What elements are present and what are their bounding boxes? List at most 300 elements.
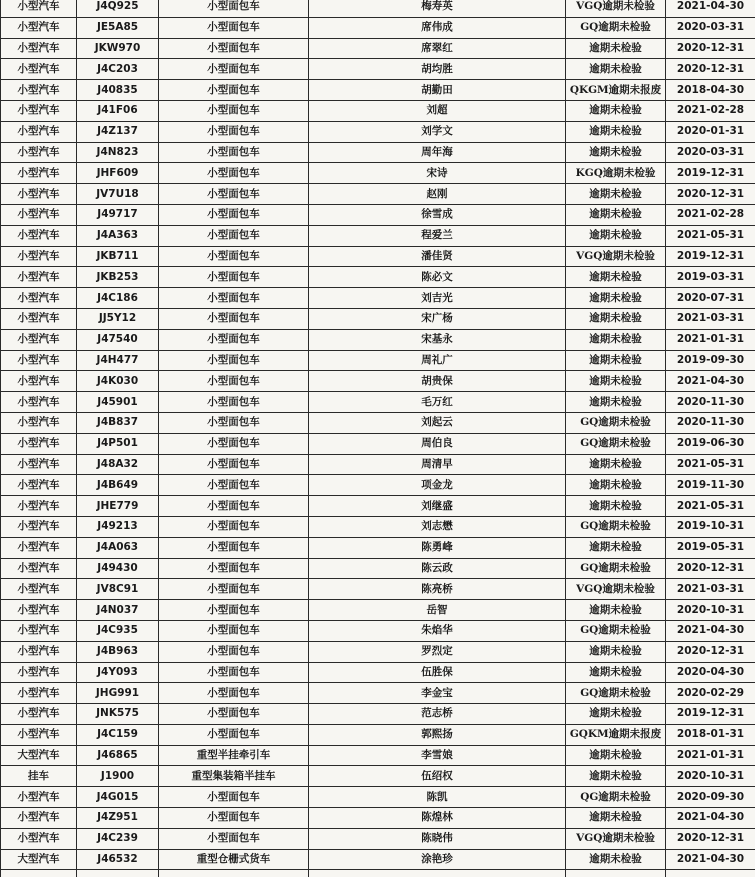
vehicle-model-cell: 小型面包车 xyxy=(159,683,309,704)
status-cell: 逾期未检验 xyxy=(566,496,666,517)
owner-name-cell: 周年海 xyxy=(309,142,566,163)
plate-number-cell: J45901 xyxy=(77,392,159,413)
status-cell: 逾期未检验 xyxy=(566,537,666,558)
status-cell: GQ逾期未检验 xyxy=(566,620,666,641)
vehicle-type-cell: 小型汽车 xyxy=(1,225,77,246)
plate-number-cell: JHF609 xyxy=(77,163,159,184)
table-row xyxy=(1,163,755,184)
deadline-date-cell: 2021-04-30 xyxy=(666,849,755,870)
table-row xyxy=(1,683,755,704)
deadline-date-cell: 2021-04-30 xyxy=(666,371,755,392)
owner-name-cell: 陈凯 xyxy=(309,787,566,808)
status-cell: 逾期未检验 xyxy=(566,745,666,766)
table-row xyxy=(1,371,755,392)
owner-name-cell: 徐雪成 xyxy=(309,204,566,225)
vehicle-type-cell: 小型汽车 xyxy=(1,496,77,517)
owner-name-cell: 刘志懋 xyxy=(309,516,566,537)
owner-name-cell: 胡均胜 xyxy=(309,59,566,80)
owner-name-cell: 宋广杨 xyxy=(309,308,566,329)
vehicle-model-cell: 小型面包车 xyxy=(159,516,309,537)
plate-number-cell: J4B963 xyxy=(77,641,159,662)
table-row xyxy=(1,17,755,38)
status-cell: 逾期未检验 xyxy=(566,100,666,121)
owner-name-cell: 陈必文 xyxy=(309,267,566,288)
plate-number-cell: J4K030 xyxy=(77,371,159,392)
plate-number-cell: J46532 xyxy=(77,849,159,870)
plate-number-cell: J4H477 xyxy=(77,350,159,371)
plate-number-cell: J40835 xyxy=(77,80,159,101)
vehicle-type-cell: 小型汽车 xyxy=(1,683,77,704)
status-cell: 逾期未检验 xyxy=(566,475,666,496)
table-row xyxy=(1,38,755,59)
table-row-partial xyxy=(1,870,755,877)
deadline-date-cell: 2020-11-30 xyxy=(666,412,755,433)
deadline-date-cell: 2020-12-31 xyxy=(666,641,755,662)
deadline-date-cell: 2020-12-31 xyxy=(666,558,755,579)
vehicle-model-cell: 小型面包车 xyxy=(159,641,309,662)
plate-number-cell: JV7U18 xyxy=(77,184,159,205)
empty-cell xyxy=(159,870,309,877)
vehicle-type-cell: 小型汽车 xyxy=(1,433,77,454)
deadline-date-cell: 2020-03-31 xyxy=(666,17,755,38)
table-row xyxy=(1,662,755,683)
owner-name-cell: 伍胜保 xyxy=(309,662,566,683)
status-cell: 逾期未检验 xyxy=(566,641,666,662)
vehicle-type-cell: 小型汽车 xyxy=(1,620,77,641)
owner-name-cell: 朱焰华 xyxy=(309,620,566,641)
plate-number-cell: J4C159 xyxy=(77,724,159,745)
vehicle-model-cell: 小型面包车 xyxy=(159,600,309,621)
owner-name-cell: 陈云政 xyxy=(309,558,566,579)
deadline-date-cell: 2021-03-31 xyxy=(666,579,755,600)
vehicle-type-cell: 小型汽车 xyxy=(1,329,77,350)
status-cell: VGQ逾期未检验 xyxy=(566,0,666,17)
vehicle-type-cell: 小型汽车 xyxy=(1,454,77,475)
plate-number-cell: JJ5Y12 xyxy=(77,308,159,329)
status-cell: 逾期未检验 xyxy=(566,766,666,787)
empty-cell xyxy=(566,870,666,877)
vehicle-type-cell: 小型汽车 xyxy=(1,808,77,829)
deadline-date-cell: 2019-03-31 xyxy=(666,267,755,288)
vehicle-type-cell: 小型汽车 xyxy=(1,412,77,433)
deadline-date-cell: 2019-12-31 xyxy=(666,246,755,267)
status-cell: 逾期未检验 xyxy=(566,704,666,725)
vehicle-model-cell: 小型面包车 xyxy=(159,704,309,725)
vehicle-model-cell: 小型面包车 xyxy=(159,225,309,246)
plate-number-cell: JKB253 xyxy=(77,267,159,288)
deadline-date-cell: 2020-12-31 xyxy=(666,184,755,205)
vehicle-model-cell: 重型仓栅式货车 xyxy=(159,849,309,870)
owner-name-cell: 宋基永 xyxy=(309,329,566,350)
vehicle-type-cell: 小型汽车 xyxy=(1,0,77,17)
vehicle-model-cell: 小型面包车 xyxy=(159,579,309,600)
plate-number-cell: J48A32 xyxy=(77,454,159,475)
table-row xyxy=(1,496,755,517)
plate-number-cell: J4Q925 xyxy=(77,0,159,17)
status-cell: 逾期未检验 xyxy=(566,142,666,163)
vehicle-type-cell: 小型汽车 xyxy=(1,204,77,225)
owner-name-cell: 刘学文 xyxy=(309,121,566,142)
owner-name-cell: 郭熙扬 xyxy=(309,724,566,745)
plate-number-cell: J49213 xyxy=(77,516,159,537)
plate-number-cell: JKB711 xyxy=(77,246,159,267)
plate-number-cell: J4B837 xyxy=(77,412,159,433)
vehicle-type-cell: 小型汽车 xyxy=(1,579,77,600)
plate-number-cell: J4C935 xyxy=(77,620,159,641)
table-row xyxy=(1,59,755,80)
vehicle-model-cell: 小型面包车 xyxy=(159,80,309,101)
vehicle-model-cell: 小型面包车 xyxy=(159,537,309,558)
table-row xyxy=(1,184,755,205)
owner-name-cell: 周清早 xyxy=(309,454,566,475)
status-cell: 逾期未检验 xyxy=(566,350,666,371)
plate-number-cell: J4N823 xyxy=(77,142,159,163)
deadline-date-cell: 2020-09-30 xyxy=(666,787,755,808)
status-cell: 逾期未检验 xyxy=(566,662,666,683)
owner-name-cell: 陈晓伟 xyxy=(309,828,566,849)
table-row xyxy=(1,724,755,745)
table-row xyxy=(1,828,755,849)
owner-name-cell: 刘超 xyxy=(309,100,566,121)
deadline-date-cell: 2019-11-30 xyxy=(666,475,755,496)
vehicle-model-cell: 小型面包车 xyxy=(159,204,309,225)
table-row xyxy=(1,745,755,766)
table-row xyxy=(1,308,755,329)
vehicle-model-cell: 重型集装箱半挂车 xyxy=(159,766,309,787)
plate-number-cell: J4P501 xyxy=(77,433,159,454)
deadline-date-cell: 2020-12-31 xyxy=(666,828,755,849)
table-row xyxy=(1,454,755,475)
owner-name-cell: 陈亮桥 xyxy=(309,579,566,600)
vehicle-type-cell: 小型汽车 xyxy=(1,142,77,163)
vehicle-type-cell: 小型汽车 xyxy=(1,288,77,309)
owner-name-cell: 陈勇峰 xyxy=(309,537,566,558)
vehicle-model-cell: 小型面包车 xyxy=(159,246,309,267)
deadline-date-cell: 2019-09-30 xyxy=(666,350,755,371)
deadline-date-cell: 2020-01-31 xyxy=(666,121,755,142)
vehicle-type-cell: 小型汽车 xyxy=(1,163,77,184)
plate-number-cell: J4C203 xyxy=(77,59,159,80)
deadline-date-cell: 2019-12-31 xyxy=(666,704,755,725)
deadline-date-cell: 2021-05-31 xyxy=(666,454,755,475)
owner-name-cell: 赵刚 xyxy=(309,184,566,205)
status-cell: VGQ逾期未检验 xyxy=(566,828,666,849)
owner-name-cell: 胡勤田 xyxy=(309,80,566,101)
status-cell: 逾期未检验 xyxy=(566,808,666,829)
deadline-date-cell: 2021-04-30 xyxy=(666,620,755,641)
owner-name-cell: 罗烈定 xyxy=(309,641,566,662)
deadline-date-cell: 2021-01-31 xyxy=(666,745,755,766)
plate-number-cell: J4A363 xyxy=(77,225,159,246)
deadline-date-cell: 2021-01-31 xyxy=(666,329,755,350)
vehicle-model-cell: 小型面包车 xyxy=(159,308,309,329)
vehicle-type-cell: 小型汽车 xyxy=(1,704,77,725)
status-cell: 逾期未检验 xyxy=(566,121,666,142)
table-row xyxy=(1,267,755,288)
table-row xyxy=(1,329,755,350)
empty-cell xyxy=(1,870,77,877)
status-cell: 逾期未检验 xyxy=(566,225,666,246)
plate-number-cell: JV8C91 xyxy=(77,579,159,600)
table-row xyxy=(1,246,755,267)
owner-name-cell: 项金龙 xyxy=(309,475,566,496)
owner-name-cell: 刘继盛 xyxy=(309,496,566,517)
plate-number-cell: J47540 xyxy=(77,329,159,350)
table-row xyxy=(1,766,755,787)
vehicle-model-cell: 小型面包车 xyxy=(159,828,309,849)
vehicle-type-cell: 小型汽车 xyxy=(1,828,77,849)
deadline-date-cell: 2020-12-31 xyxy=(666,38,755,59)
status-cell: QKGM逾期未报废 xyxy=(566,80,666,101)
vehicle-model-cell: 小型面包车 xyxy=(159,620,309,641)
vehicle-type-cell: 小型汽车 xyxy=(1,59,77,80)
vehicle-model-cell: 小型面包车 xyxy=(159,163,309,184)
vehicle-type-cell: 挂车 xyxy=(1,766,77,787)
table-row xyxy=(1,600,755,621)
table-row xyxy=(1,412,755,433)
vehicle-model-cell: 小型面包车 xyxy=(159,392,309,413)
plate-number-cell: JNK575 xyxy=(77,704,159,725)
deadline-date-cell: 2018-04-30 xyxy=(666,80,755,101)
vehicle-model-cell: 小型面包车 xyxy=(159,59,309,80)
vehicle-type-cell: 小型汽车 xyxy=(1,600,77,621)
plate-number-cell: J1900 xyxy=(77,766,159,787)
vehicle-model-cell: 小型面包车 xyxy=(159,121,309,142)
status-cell: 逾期未检验 xyxy=(566,454,666,475)
vehicle-type-cell: 小型汽车 xyxy=(1,662,77,683)
status-cell: 逾期未检验 xyxy=(566,371,666,392)
vehicle-model-cell: 小型面包车 xyxy=(159,433,309,454)
status-cell: QG逾期未检验 xyxy=(566,787,666,808)
vehicle-model-cell: 小型面包车 xyxy=(159,100,309,121)
table-row xyxy=(1,392,755,413)
owner-name-cell: 范志桥 xyxy=(309,704,566,725)
owner-name-cell: 程爱兰 xyxy=(309,225,566,246)
table-row xyxy=(1,0,755,17)
table-row xyxy=(1,433,755,454)
plate-number-cell: J4C239 xyxy=(77,828,159,849)
deadline-date-cell: 2021-04-30 xyxy=(666,808,755,829)
table-row xyxy=(1,641,755,662)
table-row xyxy=(1,558,755,579)
vehicle-type-cell: 小型汽车 xyxy=(1,17,77,38)
deadline-date-cell: 2021-05-31 xyxy=(666,496,755,517)
vehicle-model-cell: 小型面包车 xyxy=(159,496,309,517)
owner-name-cell: 李金宝 xyxy=(309,683,566,704)
deadline-date-cell: 2020-03-31 xyxy=(666,142,755,163)
vehicle-model-cell: 小型面包车 xyxy=(159,184,309,205)
status-cell: 逾期未检验 xyxy=(566,392,666,413)
vehicle-type-cell: 小型汽车 xyxy=(1,537,77,558)
empty-cell xyxy=(77,870,159,877)
empty-cell xyxy=(666,870,755,877)
vehicle-model-cell: 小型面包车 xyxy=(159,454,309,475)
vehicle-model-cell: 小型面包车 xyxy=(159,662,309,683)
vehicle-type-cell: 小型汽车 xyxy=(1,475,77,496)
status-cell: GQ逾期未检验 xyxy=(566,433,666,454)
table-row xyxy=(1,579,755,600)
table-row xyxy=(1,475,755,496)
table-row xyxy=(1,225,755,246)
status-cell: 逾期未检验 xyxy=(566,38,666,59)
vehicle-type-cell: 小型汽车 xyxy=(1,121,77,142)
empty-cell xyxy=(309,870,566,877)
vehicle-type-cell: 小型汽车 xyxy=(1,371,77,392)
plate-number-cell: J41F06 xyxy=(77,100,159,121)
vehicle-type-cell: 小型汽车 xyxy=(1,787,77,808)
vehicle-model-cell: 小型面包车 xyxy=(159,288,309,309)
status-cell: 逾期未检验 xyxy=(566,329,666,350)
deadline-date-cell: 2020-02-29 xyxy=(666,683,755,704)
owner-name-cell: 陈煌林 xyxy=(309,808,566,829)
vehicle-type-cell: 小型汽车 xyxy=(1,100,77,121)
deadline-date-cell: 2019-12-31 xyxy=(666,163,755,184)
plate-number-cell: J4Z137 xyxy=(77,121,159,142)
owner-name-cell: 刘吉光 xyxy=(309,288,566,309)
vehicle-model-cell: 小型面包车 xyxy=(159,329,309,350)
deadline-date-cell: 2021-02-28 xyxy=(666,204,755,225)
vehicle-type-cell: 大型汽车 xyxy=(1,745,77,766)
deadline-date-cell: 2021-02-28 xyxy=(666,100,755,121)
deadline-date-cell: 2019-06-30 xyxy=(666,433,755,454)
plate-number-cell: JHG991 xyxy=(77,683,159,704)
vehicle-model-cell: 重型半挂牵引车 xyxy=(159,745,309,766)
deadline-date-cell: 2020-12-31 xyxy=(666,59,755,80)
vehicle-model-cell: 小型面包车 xyxy=(159,412,309,433)
status-cell: GQ逾期未检验 xyxy=(566,683,666,704)
status-cell: GQ逾期未检验 xyxy=(566,516,666,537)
plate-number-cell: J46865 xyxy=(77,745,159,766)
status-cell: 逾期未检验 xyxy=(566,849,666,870)
deadline-date-cell: 2019-10-31 xyxy=(666,516,755,537)
table-row xyxy=(1,537,755,558)
deadline-date-cell: 2021-03-31 xyxy=(666,308,755,329)
owner-name-cell: 席伟成 xyxy=(309,17,566,38)
table-row xyxy=(1,121,755,142)
deadline-date-cell: 2021-04-30 xyxy=(666,0,755,17)
vehicle-type-cell: 小型汽车 xyxy=(1,308,77,329)
table-row xyxy=(1,80,755,101)
vehicle-model-cell: 小型面包车 xyxy=(159,38,309,59)
table-row xyxy=(1,100,755,121)
plate-number-cell: J4Y093 xyxy=(77,662,159,683)
plate-number-cell: J4N037 xyxy=(77,600,159,621)
table-body xyxy=(1,0,755,877)
deadline-date-cell: 2020-07-31 xyxy=(666,288,755,309)
table-row xyxy=(1,620,755,641)
status-cell: 逾期未检验 xyxy=(566,59,666,80)
status-cell: GQKM逾期未报废 xyxy=(566,724,666,745)
vehicle-type-cell: 大型汽车 xyxy=(1,849,77,870)
vehicle-type-cell: 小型汽车 xyxy=(1,392,77,413)
plate-number-cell: J4C186 xyxy=(77,288,159,309)
plate-number-cell: JKW970 xyxy=(77,38,159,59)
vehicle-type-cell: 小型汽车 xyxy=(1,38,77,59)
vehicle-type-cell: 小型汽车 xyxy=(1,184,77,205)
status-cell: KGQ逾期未检验 xyxy=(566,163,666,184)
vehicle-model-cell: 小型面包车 xyxy=(159,0,309,17)
vehicle-model-cell: 小型面包车 xyxy=(159,808,309,829)
status-cell: VGQ逾期未检验 xyxy=(566,579,666,600)
vehicle-model-cell: 小型面包车 xyxy=(159,475,309,496)
vehicle-model-cell: 小型面包车 xyxy=(159,17,309,38)
plate-number-cell: J4B649 xyxy=(77,475,159,496)
plate-number-cell: J4Z951 xyxy=(77,808,159,829)
owner-name-cell: 胡贵保 xyxy=(309,371,566,392)
owner-name-cell: 周礼广 xyxy=(309,350,566,371)
plate-number-cell: J49717 xyxy=(77,204,159,225)
deadline-date-cell: 2020-04-30 xyxy=(666,662,755,683)
status-cell: 逾期未检验 xyxy=(566,184,666,205)
status-cell: GQ逾期未检验 xyxy=(566,17,666,38)
status-cell: GQ逾期未检验 xyxy=(566,412,666,433)
owner-name-cell: 周伯良 xyxy=(309,433,566,454)
owner-name-cell: 伍绍权 xyxy=(309,766,566,787)
table-row xyxy=(1,204,755,225)
vehicle-model-cell: 小型面包车 xyxy=(159,371,309,392)
table-row xyxy=(1,288,755,309)
status-cell: 逾期未检验 xyxy=(566,308,666,329)
deadline-date-cell: 2021-05-31 xyxy=(666,225,755,246)
vehicle-type-cell: 小型汽车 xyxy=(1,267,77,288)
plate-number-cell: J4A063 xyxy=(77,537,159,558)
deadline-date-cell: 2020-10-31 xyxy=(666,600,755,621)
table-row xyxy=(1,704,755,725)
vehicle-type-cell: 小型汽车 xyxy=(1,558,77,579)
owner-name-cell: 刘起云 xyxy=(309,412,566,433)
vehicle-type-cell: 小型汽车 xyxy=(1,516,77,537)
status-cell: VGQ逾期未检验 xyxy=(566,246,666,267)
vehicle-type-cell: 小型汽车 xyxy=(1,350,77,371)
owner-name-cell: 岳智 xyxy=(309,600,566,621)
vehicle-model-cell: 小型面包车 xyxy=(159,787,309,808)
vehicle-type-cell: 小型汽车 xyxy=(1,724,77,745)
plate-number-cell: JE5A85 xyxy=(77,17,159,38)
status-cell: 逾期未检验 xyxy=(566,600,666,621)
table-row xyxy=(1,516,755,537)
deadline-date-cell: 2019-05-31 xyxy=(666,537,755,558)
table-row xyxy=(1,350,755,371)
owner-name-cell: 涂艳珍 xyxy=(309,849,566,870)
vehicle-type-cell: 小型汽车 xyxy=(1,641,77,662)
vehicle-model-cell: 小型面包车 xyxy=(159,350,309,371)
table-row xyxy=(1,142,755,163)
owner-name-cell: 宋诗 xyxy=(309,163,566,184)
vehicle-model-cell: 小型面包车 xyxy=(159,724,309,745)
table-row xyxy=(1,849,755,870)
vehicle-type-cell: 小型汽车 xyxy=(1,80,77,101)
status-cell: 逾期未检验 xyxy=(566,204,666,225)
vehicle-model-cell: 小型面包车 xyxy=(159,267,309,288)
owner-name-cell: 席翠红 xyxy=(309,38,566,59)
owner-name-cell: 梅寿英 xyxy=(309,0,566,17)
plate-number-cell: JHE779 xyxy=(77,496,159,517)
status-cell: GQ逾期未检验 xyxy=(566,558,666,579)
table-row xyxy=(1,787,755,808)
status-cell: 逾期未检验 xyxy=(566,288,666,309)
deadline-date-cell: 2020-11-30 xyxy=(666,392,755,413)
vehicle-model-cell: 小型面包车 xyxy=(159,142,309,163)
vehicle-type-cell: 小型汽车 xyxy=(1,246,77,267)
deadline-date-cell: 2018-01-31 xyxy=(666,724,755,745)
owner-name-cell: 李雪娘 xyxy=(309,745,566,766)
owner-name-cell: 潘佳贤 xyxy=(309,246,566,267)
owner-name-cell: 毛万红 xyxy=(309,392,566,413)
deadline-date-cell: 2020-10-31 xyxy=(666,766,755,787)
plate-number-cell: J49430 xyxy=(77,558,159,579)
table-row xyxy=(1,808,755,829)
vehicle-model-cell: 小型面包车 xyxy=(159,558,309,579)
